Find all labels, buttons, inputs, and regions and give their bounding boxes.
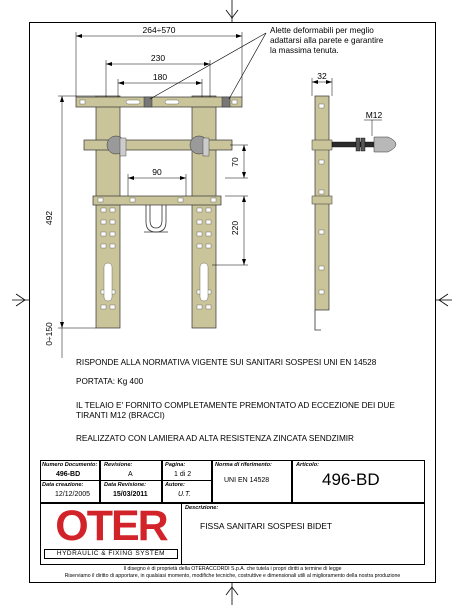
footer-rights: Riserviamo il diritto di apportare, in qualsiasi momento, modifiche tecniche, costruttive e dimensionali utili al miglioramento della nostra produzione <box>64 573 401 579</box>
callout-note <box>270 26 383 56</box>
label-revdate: Data Revisione: <box>104 482 146 488</box>
callout-line-1: Alette deformabili per meglio <box>270 26 374 35</box>
center-mark-left <box>12 294 29 306</box>
center-mark-bottom <box>226 583 238 605</box>
label-revision: Revisione: <box>104 462 133 468</box>
oter-logo-subtitle: HYDRAULIC & FIXING SYSTEM <box>44 549 178 559</box>
note-premounted-line1: IL TELAIO E' FORNITO COMPLETAMENTE PREMONTATO AD ECCEZIONE DEI DUE <box>76 401 395 410</box>
frame-top-crossbar <box>76 97 242 107</box>
center-mark-top <box>226 0 238 22</box>
note-material: REALIZZATO CON LAMIERA AD ALTA RESISTENZA ZINCATA SENDZIMIR <box>76 434 354 443</box>
label-author: Autore: <box>165 482 185 488</box>
note-standard: RISPONDE ALLA NORMATIVA VIGENTE SUI SANITARI SOSPESI UNI EN 14528 <box>76 358 377 367</box>
value-doc-number: 496-BD <box>56 471 81 478</box>
callout-line-2: adattarsi alla parete e garantire <box>270 36 384 45</box>
frame-right-upright <box>192 96 216 328</box>
oter-logo <box>44 504 178 562</box>
dim-thread: M12 <box>365 110 383 120</box>
dim-offset: 0÷150 <box>44 322 54 346</box>
center-mark-right <box>436 294 452 306</box>
side-view-frame <box>312 96 332 330</box>
dim-outer: 230 <box>150 53 166 63</box>
dim-gap: 90 <box>152 167 162 177</box>
value-created: 12/12/2005 <box>55 491 91 498</box>
label-norm: Norma di riferimento: <box>215 462 272 468</box>
note-premounted-line2: TIRANTI M12 (BRACCI) <box>76 411 165 420</box>
label-page: Pagina: <box>165 462 186 468</box>
value-page: 1 di 2 <box>174 471 192 478</box>
value-revision: A <box>128 471 133 478</box>
callout-leader <box>150 33 266 99</box>
dim-width-range: 264÷570 <box>142 25 176 35</box>
dim-220: 220 <box>230 220 240 236</box>
value-norm: UNI EN 14528 <box>224 477 270 484</box>
value-author: U.T. <box>178 491 191 498</box>
value-article: 496-BD <box>322 470 380 489</box>
callout-line-3: la massima tenuta. <box>270 46 339 55</box>
dim-inner: 180 <box>152 72 168 82</box>
dim-height: 492 <box>44 210 54 226</box>
frame-left-upright <box>96 96 120 328</box>
threaded-rod-m12 <box>332 120 396 152</box>
label-description: Descrizione: <box>185 505 219 511</box>
label-article: Articolo: <box>296 462 319 468</box>
value-description: FISSA SANITARI SOSPESI BIDET <box>200 521 333 531</box>
footer-ownership: Il disegno è di proprietà della OTERACCORDI S.p.A. che tutela i propri diritti a termine di legge <box>123 566 342 572</box>
label-doc-number: Numero Documento: <box>42 462 98 468</box>
bidet-connector <box>144 205 168 232</box>
note-capacity: PORTATA: Kg 400 <box>76 377 144 386</box>
dim-70: 70 <box>230 157 240 167</box>
dim-side-width: 32 <box>317 71 327 81</box>
value-revdate: 15/03/2011 <box>113 491 148 498</box>
oter-logo-wordmark: OTER <box>55 502 167 550</box>
frame-lower-crossbar <box>93 196 221 205</box>
label-created: Data creazione: <box>42 482 84 488</box>
